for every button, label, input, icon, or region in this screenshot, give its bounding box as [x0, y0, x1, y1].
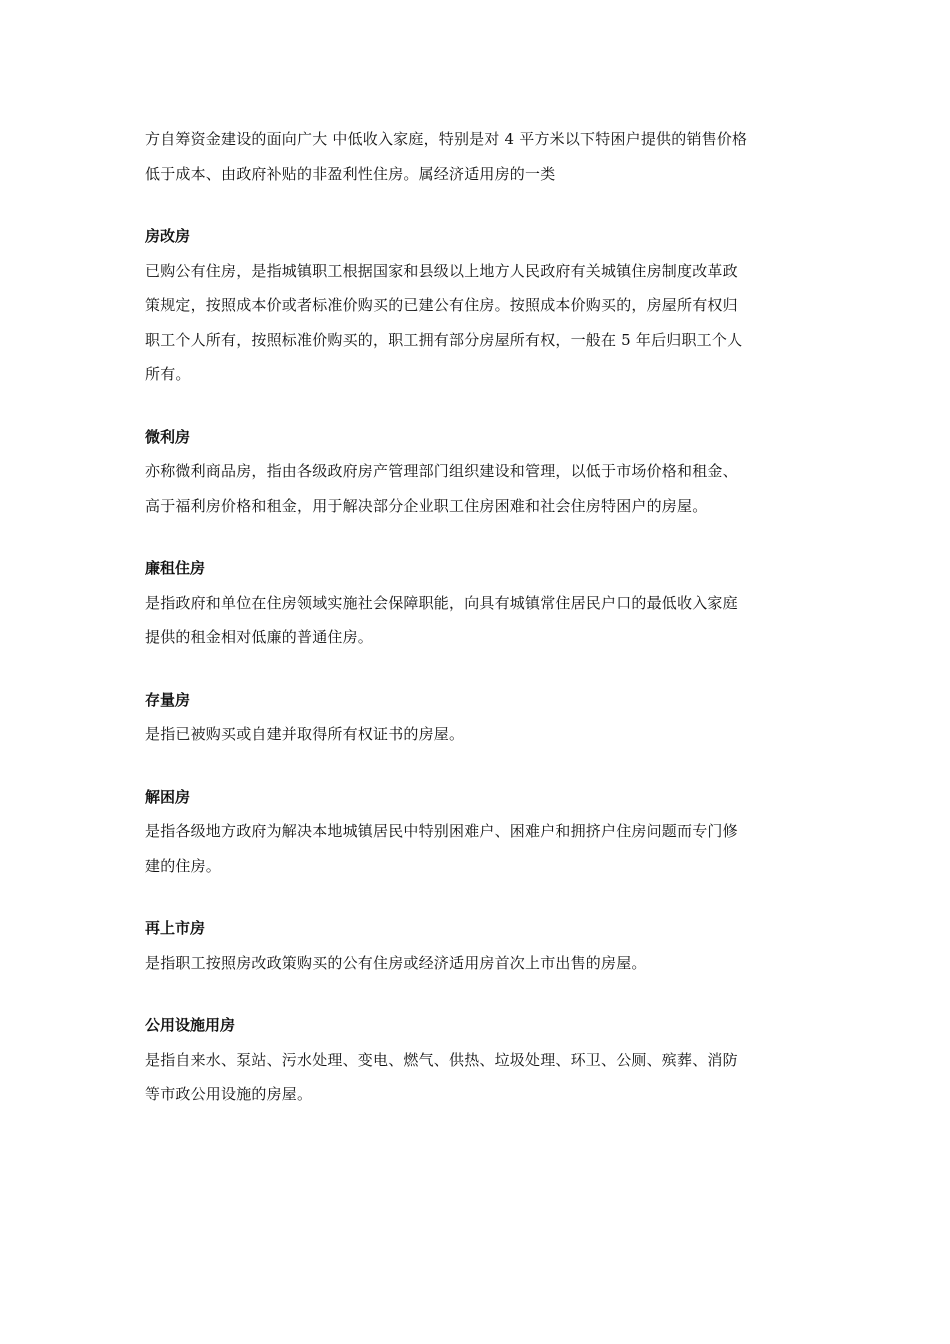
- document-page: [145, 122, 810, 1112]
- body-line: 是指已被购买或自建并取得所有权证书的房屋。: [145, 725, 465, 743]
- section-weilifang: [145, 420, 810, 524]
- intro-line: 低于成本、由政府补贴的非盈利性住房。属经济适用房的一类: [145, 164, 556, 183]
- body-line: 已购公有住房，是指城镇职工根据国家和县级以上地方人民政府有关城镇住房制度改革政: [145, 261, 738, 280]
- body-line: 建的住房。: [145, 856, 222, 875]
- section-title: 廉租住房: [145, 559, 206, 577]
- section-jiekunfang: [145, 780, 810, 884]
- section-gongyongsheshiyongfang: [145, 1008, 810, 1112]
- body-line: 所有。: [145, 365, 191, 383]
- body-line: 是指自来水、泵站、污水处理、变电、燃气、供热、垃圾处理、环卫、公厕、殡葬、消防: [145, 1050, 738, 1069]
- body-line: 高于福利房价格和租金，用于解决部分企业职工住房困难和社会住房特困户的房屋。: [145, 496, 708, 515]
- body-line: 亦称微利商品房，指由各级政府房产管理部门组织建设和管理，以低于市场价格和租金、: [145, 462, 738, 480]
- intro-paragraph: [145, 122, 810, 191]
- body-line: 策规定，按照成本价或者标准价购买的已建公有住房。按照成本价购买的，房屋所有权归: [145, 296, 738, 314]
- section-title: 存量房: [145, 690, 191, 709]
- body-line: 等市政公用设施的房屋。: [145, 1085, 313, 1103]
- body-line: 提供的租金相对低廉的普通住房。: [145, 628, 374, 646]
- section-title: 公用设施用房: [145, 1016, 236, 1034]
- body-line: 职工个人所有，按照标准价购买的，职工拥有部分房屋所有权，一般在 5 年后归职工个人: [145, 330, 743, 349]
- body-line: 是指职工按照房改政策购买的公有住房或经济适用房首次上市出售的房屋。: [145, 953, 647, 972]
- section-fanggaifang: [145, 219, 810, 392]
- section-lianzuzhufang: [145, 551, 810, 655]
- section-zaishangshifang: [145, 911, 810, 980]
- body-line: 是指各级地方政府为解决本地城镇居民中特别困难户、困难户和拥挤户住房问题而专门修: [145, 822, 738, 840]
- section-title: 解困房: [145, 787, 191, 806]
- section-title: 微利房: [145, 427, 191, 446]
- body-line: 是指政府和单位在住房领域实施社会保障职能，向具有城镇常住居民户口的最低收入家庭: [145, 593, 738, 612]
- intro-line: 方自筹资金建设的面向广大 中低收入家庭，特别是对 4 平方米以下特困户提供的销售价格: [145, 130, 748, 148]
- section-title: 房改房: [145, 227, 191, 245]
- section-cunliangfang: [145, 683, 810, 752]
- section-title: 再上市房: [145, 919, 206, 937]
